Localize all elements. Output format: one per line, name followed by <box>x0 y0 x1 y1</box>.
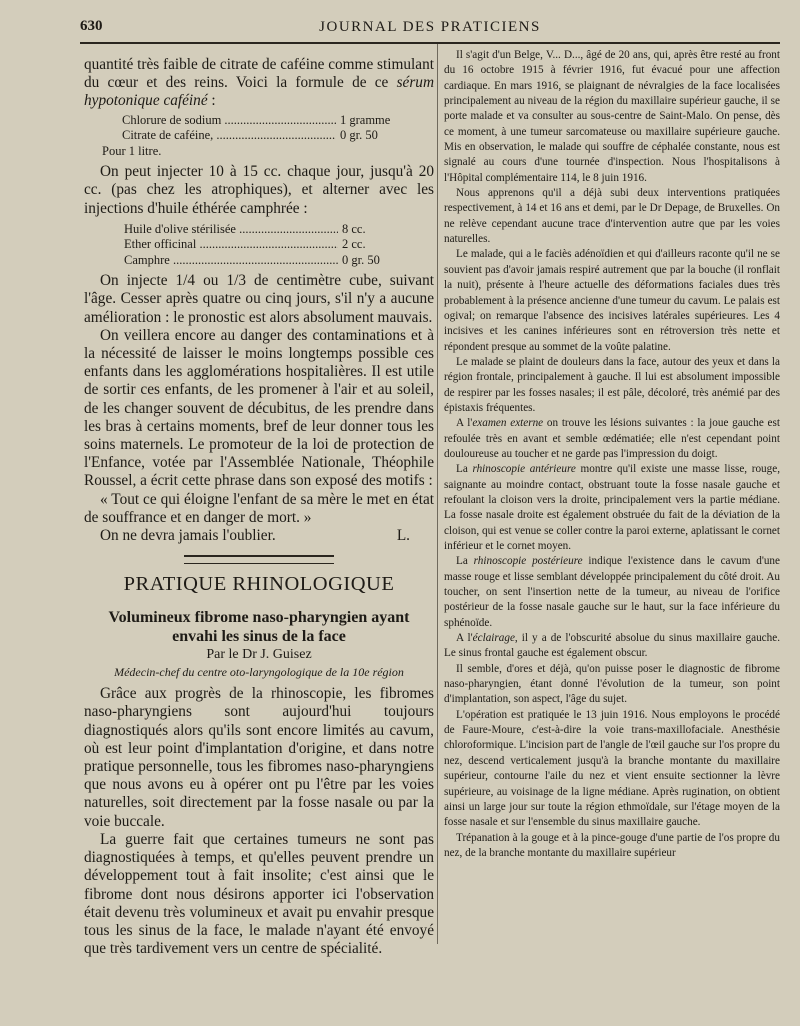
paragraph <box>444 554 780 631</box>
paragraph: Il s'agit d'un Belge, V... D..., âgé de 20 ans, qui, après être resté au front du 16 octobre 1915 à février 1916, fut évacué pour une affection cardiaque. En mars 1916, se plaignant de névralgies de la face localisées principalement au niveau de la région du maxillaire supérieur gauche, il se porte malade et va consulter au sous-centre de Saint-Malo. On pense, dès ce moment, à une tumeur sarcomateuse ou maxillaire supérieure gauche. Mis en observation, le malade qui souffre de céphalée constante, nous est signalé au cours d'une tournée d'inspection. Nous l'hospitalisons à l'Hôpital complémentaire 114, le 8 juin 1916. <box>444 49 780 184</box>
paragraph <box>444 416 780 462</box>
formula-total: Pour 1 litre. <box>102 143 162 158</box>
right-column <box>444 48 780 861</box>
paragraph: On injecte 1/4 ou 1/3 de centimètre cube, suivant l'âge. Cesser après quatre ou cinq jours, s'il n'y a aucune amélioration : le pronostic est alors absolument mauvais. <box>84 272 434 326</box>
author-initial: L. <box>396 527 410 545</box>
section-rule <box>184 555 334 564</box>
paragraph-text: on trouve les lésions suivantes : la joue gauche est refoulée très en avant et semble œdématiée; elle n'est cependant point douloureuse au toucher et ne garde pas l'impression du doigt. <box>444 417 780 460</box>
page-header <box>80 16 780 44</box>
serum-name: sérum hypotonique caféiné <box>84 74 435 110</box>
paragraph: Il semble, d'ores et déjà, qu'on puisse poser le diagnostic de fibrome naso-pharyngien, étant donné l'évolution de la tumeur, son point d'implantation, son aspect, l'âge du sujet. <box>444 662 780 706</box>
paragraph: Trépanation à la gouge et à la pince-gouge d'une partie de l'os propre du nez, de la branche montante du maxillaire supérieur <box>444 831 780 859</box>
closing-text: On ne devra jamais l'oublier. <box>100 527 276 545</box>
article-byline: Par le Dr J. Guisez <box>206 647 312 663</box>
closing-line <box>84 527 434 545</box>
paragraph-text: A l' <box>456 417 473 430</box>
paragraph: Le malade se plaint de douleurs dans la face, autour des yeux et dans la région frontale, principalement à gauche. Il lui est absolument impossible de respirer par les fosses nasales; il est pâle, décoloré, très anémié par des épistaxis fréquentes. <box>444 355 780 414</box>
italic-term: rhinoscopie antérieure <box>472 463 576 476</box>
ingredient-name: Camphre ..... <box>124 253 338 269</box>
ingredient-name: Ether officinal ..... <box>124 237 338 253</box>
section-title: PRATIQUE RHINOLOGIQUE <box>123 573 395 596</box>
formula-row <box>124 237 434 253</box>
paragraph: Le malade, qui a le faciès adénoïdien et qui d'ailleurs raconte qu'il ne se souvient pas d'avoir jamais respiré autrement que par la bouche (il ronflait la nuit), présente à l'heure actuelle des déformations faciales dues très probablement à la présence ancienne d'une tumeur du cavum. Le palais est ogival; on remarque l'absence des incisives latérales supérieures. Les 4 incisives et les canines inférieures sont en rétroversion très nette et répondent presque au sommet de la voûte palatine. <box>444 248 780 353</box>
formula-row <box>122 128 434 144</box>
ingredient-qty: 8 cc. <box>342 221 366 236</box>
quotation: « Tout ce qui éloigne l'enfant de sa mère le met en état de souffrance et en danger de mort. » <box>84 490 434 526</box>
ingredient-name: Chlorure de sodium ..... <box>122 113 336 129</box>
formula-row <box>124 253 434 269</box>
paragraph: L'opération est pratiquée le 13 juin 1916. Nous employons le procédé de Faure-Moure, c'est-à-dire la voie trans-maxillofaciale. Anesthésie chloroformique. L'incision part de l'angle de l'œil gauche sur l'os propre du nez, descend verticalement jusqu'à la branche montante du maxillaire supérieur, contourne l'aile du nez et vient ensuite sectionner la lèvre supérieure, au voisinage de la ligne médiane. Après rugination, on obtient ainsi un large jour sur toute la région ethmoïdale, sur l'étage moyen de la fosse nasale et sur l'ensemble du sinus maxillaire gauche. <box>444 708 780 829</box>
formula-row <box>124 222 434 238</box>
ingredient-qty: 0 gr. 50 <box>342 252 380 267</box>
ingredient-qty: 1 gramme <box>340 112 391 127</box>
paragraph-text: indique l'existence dans le cavum d'une masse rouge et lisse semblant développée principalement du côté droit. Au toucher, on sent l'insertion nette de la tumeur, au niveau de l'orifice postérieur de la fosse nasale gauche sur le haut, sur la face inférieure du sphénoïde. <box>444 555 780 629</box>
formula-serum <box>122 113 434 144</box>
ingredient-qty: 2 cc. <box>342 237 366 252</box>
paragraph: Nous apprenons qu'il a déjà subi deux interventions pratiquées respectivement, à 14 et 16 ans et demi, par le Dr Depage, de Bruxelles. On ne relève cependant aucune trace d'intervention autre que par les voies naturelles. <box>444 187 780 246</box>
italic-term: rhinoscopie postérieure <box>473 555 583 568</box>
paragraph-text: A l' <box>456 632 473 645</box>
paragraph-text: , il y a de l'obscurité absolue du sinus maxillaire gauche. Le sinus frontal gauche est également obscur. <box>444 632 780 660</box>
paragraph-text: La <box>456 555 474 568</box>
article-title: Volumineux fibrome naso-pharyngien ayant envahi les sinus de la face <box>108 609 410 646</box>
italic-term: examen externe <box>472 417 544 430</box>
paragraph <box>444 462 780 554</box>
left-column <box>84 56 434 958</box>
italic-term: éclairage <box>472 632 515 645</box>
paragraph <box>444 631 780 662</box>
author-affiliation: Médecin-chef du centre oto-laryngologique de la 10e région <box>114 665 404 680</box>
paragraph: La guerre fait que certaines tumeurs ne sont pas diagnostiquées à temps, et qu'elles peuvent prendre un développement tout à fait insolite; c'est ainsi que le fibrome dont nous désirons apporter ici l'observation était devenu très volumineux et avait pu envahir presque tous les sinus de la face, le malade n'ayant été envoyé que très tardivement vers un centre de spécialité. <box>84 830 434 958</box>
journal-title: JOURNAL DES PRATICIENS <box>319 19 541 35</box>
formula-oil <box>124 222 434 269</box>
ingredient-qty: 0 gr. 50 <box>340 128 378 143</box>
paragraph: On veillera encore au danger des contaminations et à la nécessité de laisser le moins longtemps possible ces enfants dans les agglomérations hospitalières. Il est utile de sortir ces enfants, de les promener à l'air et au soleil, de les changer souvent de décubitus, de les prendre dans les bras à certains moments, bref de leur donner tous les soins maternels. Le promoteur de la loi de protection de l'Enfance, votée par l'Assemblée Nationale, Théophile Roussel, a écrit cette phrase dans son exposé des motifs : <box>84 326 434 490</box>
column-divider <box>437 44 438 944</box>
formula-row <box>122 113 434 129</box>
paragraph <box>84 56 434 111</box>
paragraph-text: : <box>207 92 216 110</box>
ingredient-name: Huile d'olive stérilisée ..... <box>124 222 338 238</box>
page-number: 630 <box>80 18 103 34</box>
ingredient-name: Citrate de caféine, ..... <box>122 128 336 144</box>
paragraph-text: montre qu'il existe une masse lisse, rouge, saignante au moindre contact, obstruant toute la fosse nasale gauche et refoulant la cloison vers la droite, principalement vers la partie médiane. La fosse nasale droite est également obstruée du fait de la déviation de la cloison, qui est venue se coller contre la paroi externe, aplatissant le cornet inférieur et le cornet moyen. <box>444 463 780 552</box>
paragraph-text: La <box>456 463 473 476</box>
paragraph: On peut injecter 10 à 15 cc. chaque jour, jusqu'à 20 cc. (pas chez les atrophiques), et alterner avec les injections d'huile éthérée camphrée : <box>84 163 434 217</box>
paragraph: Grâce aux progrès de la rhinoscopie, les fibromes naso-pharyngiens sont aujourd'hui toujours diagnostiqués alors qu'ils sont encore limités au cavum, où est leur point d'implantation d'origine, et dans notre pratique personnelle, tous les fibromes naso-pharyngiens que nous avons eu à opérer ont pu l'être par les voies naturelles, soit directement par la fosse nasale ou par la voie buccale. <box>84 685 434 830</box>
paragraph-text: quantité très faible de citrate de caféine comme stimulant du cœur et des reins. Voici la formule de ce <box>84 56 434 92</box>
